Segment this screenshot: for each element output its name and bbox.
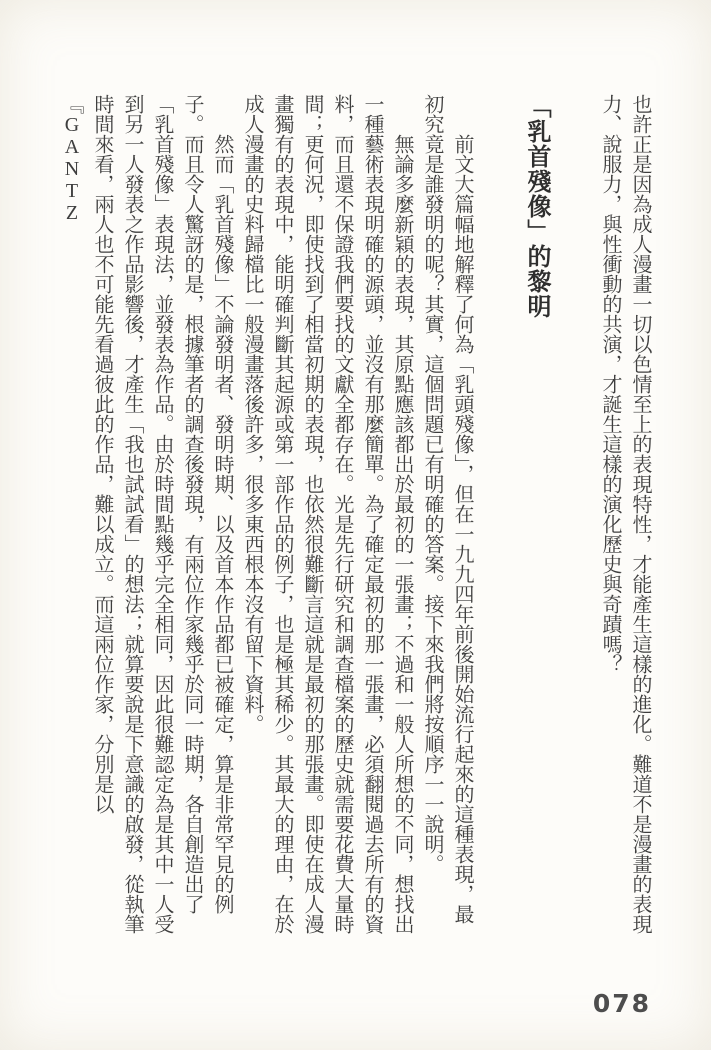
article-text-block: [57, 94, 655, 936]
body-paragraph-3: 然而「乳首殘像」不論發明者、發明時期、以及首本作品都已被確定，算是非常罕見的例子。而且令人驚訝的是，根據筆者的調查後發現，有兩位作家幾乎於同一時期，各自創造出了「乳首殘像」表現法，並發表為作品。由於時間點幾乎完全相同，因此很難認定為是其中一人受到另一人發表之作品影響後，才產生「我也試試看」的想法；就算要說是下意識的啟發，從執筆時間來看，兩人也不可能先看過彼此的作品，難以成立。而這兩位作家，分別是以『GANTZ: [61, 94, 233, 934]
intro-paragraph: 也許正是因為成人漫畫一切以色情至上的表現特性，才能產生這樣的進化。難道不是漫畫的表現力、說服力，與性衝動的共演，才誕生這樣的演化歷史與奇蹟嗎？: [599, 94, 651, 934]
body-paragraph-1: 前文大篇幅地解釋了何為「乳頭殘像」，但在一九九四年前後開始流行起來的這種表現，最初究竟是誰發明的呢？其實，這個問題已有明確的答案。接下來我們將按順序一一說明。: [421, 94, 473, 924]
body-paragraph-2: 無論多麼新穎的表現，其原點應該都出於最初的一張畫；不過和一般人所想的不同，想找出一種藝術表現明確的源頭，並沒有那麼簡單。為了確定最初的那一張畫，必須翻閱過去所有的資料，而且還不保證我們要找的文獻全都存在。光是先行研究和調查檔案的歷史就需要花費大量時間；更何況，即使找到了相當初期的表現，也依然很難斷言這就是最初的那張畫。即使在成人漫畫獨有的表現中，能明確判斷其起源或第一部作品的例子，也是極其稀少。其最大的理由，在於成人漫畫的史料歸檔比一般漫畫落後許多，很多東西根本沒有留下資料。: [241, 94, 413, 934]
page-number: 078: [592, 989, 651, 1018]
section-heading: 「乳首殘像」的黎明: [523, 94, 549, 319]
